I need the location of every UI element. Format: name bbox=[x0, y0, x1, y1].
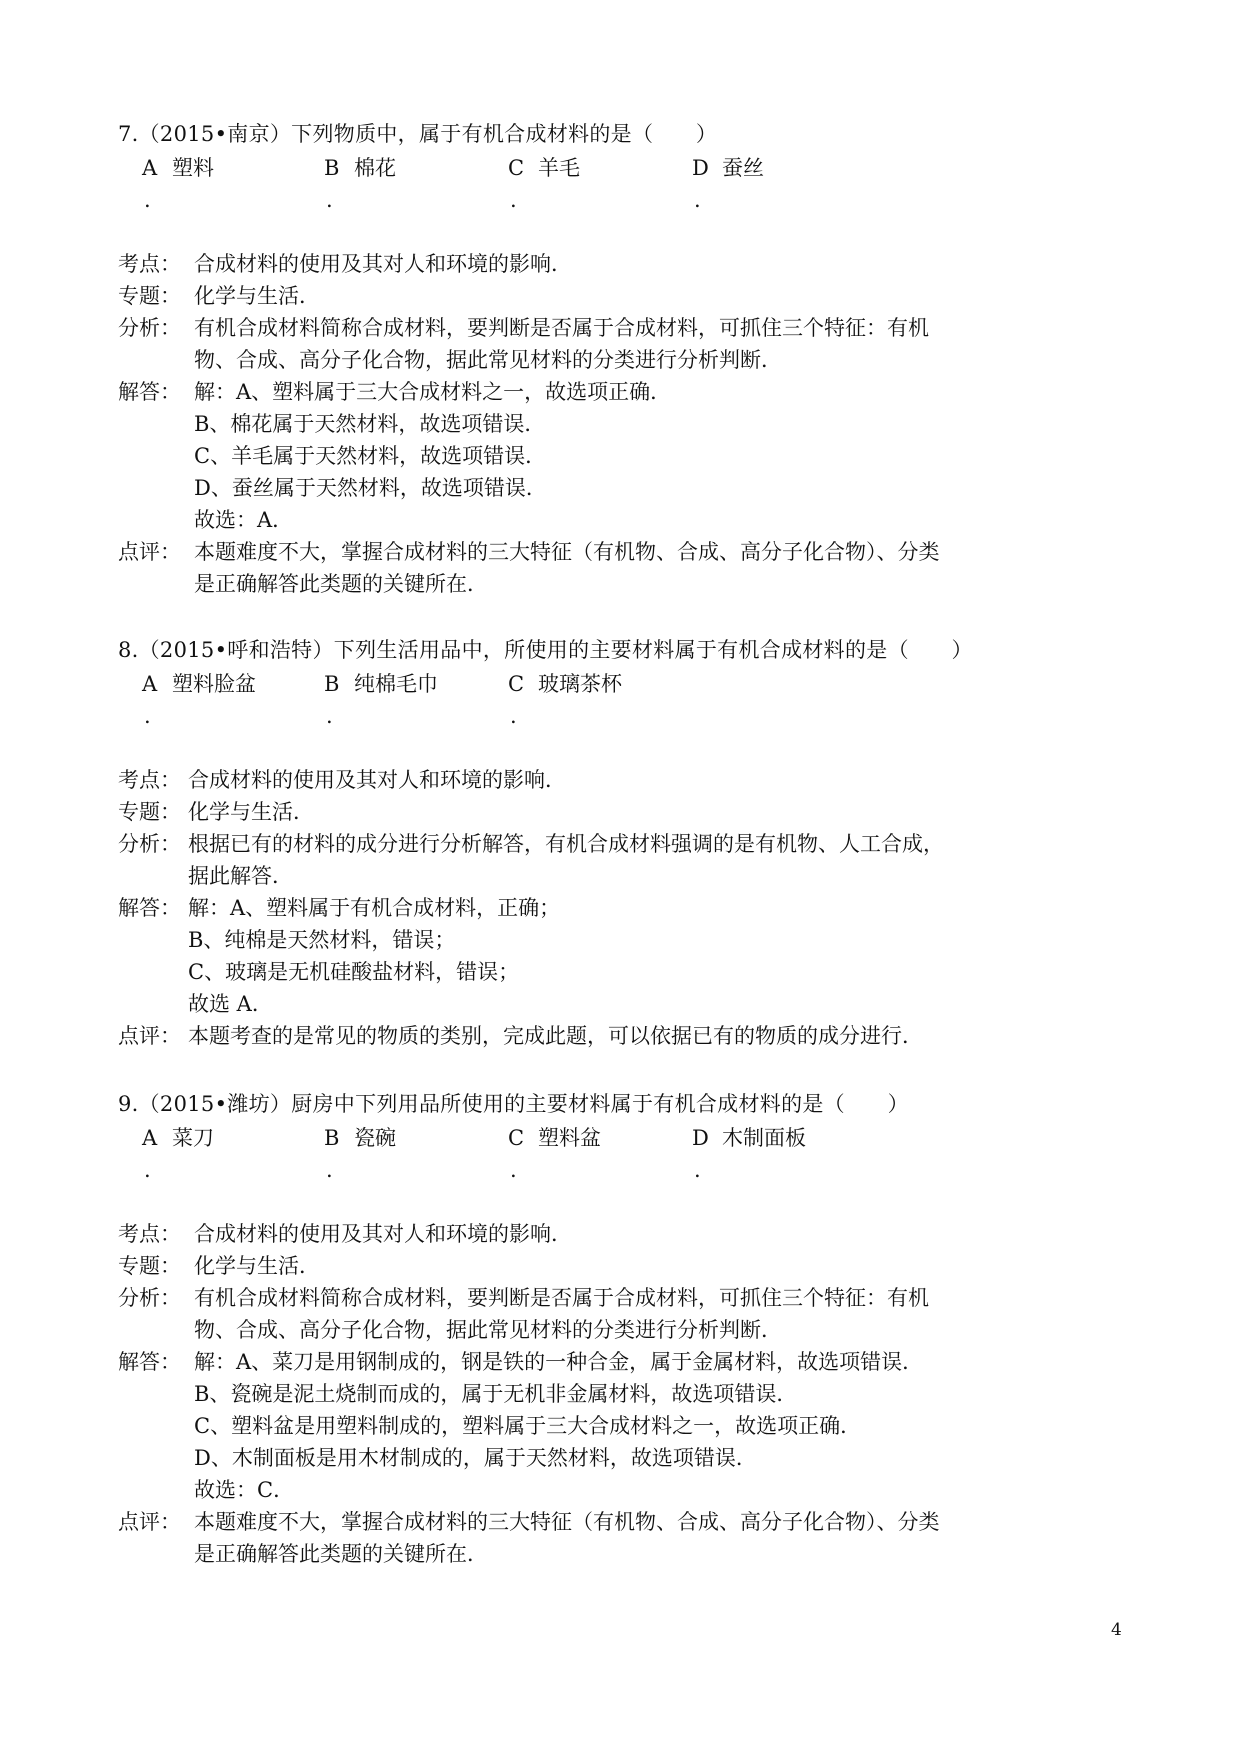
dianping-label: 点评： bbox=[118, 1510, 181, 1534]
option-text: 羊毛 bbox=[538, 156, 580, 180]
q7-option-c-dot: . bbox=[510, 188, 517, 212]
q7-option-d-dot: . bbox=[694, 188, 701, 212]
q9-dianping bbox=[118, 1506, 940, 1538]
option-letter: A bbox=[142, 1126, 158, 1150]
option-text: 蚕丝 bbox=[722, 156, 764, 180]
kaodian-label: 考点： bbox=[118, 1222, 181, 1246]
dianping-label: 点评： bbox=[118, 540, 181, 564]
q7-jieda-line5: 故选：A． bbox=[194, 508, 294, 532]
q7-dianping-cont: 是正确解答此类题的关键所在． bbox=[194, 572, 488, 596]
q9-dianping-cont: 是正确解答此类题的关键所在． bbox=[194, 1542, 488, 1566]
jieda-label: 解答： bbox=[118, 380, 181, 404]
zhuanti-label: 专题： bbox=[118, 800, 181, 824]
fenxi-label: 分析： bbox=[118, 316, 181, 340]
q7-fenxi-cont: 物、合成、高分子化合物，据此常见材料的分类进行分析判断． bbox=[194, 348, 782, 372]
option-text: 塑料脸盆 bbox=[172, 672, 256, 696]
q9-option-c-dot: . bbox=[510, 1158, 517, 1182]
q8-fenxi bbox=[118, 828, 944, 860]
option-letter: B bbox=[324, 672, 340, 696]
q9-stem: 9.（2015•潍坊）厨房中下列用品所使用的主要材料属于有机合成材料的是（ ） bbox=[118, 1092, 909, 1116]
q9-option-a-dot: . bbox=[144, 1158, 151, 1182]
q7-option-b-dot: . bbox=[326, 188, 333, 212]
fenxi-text: 根据已有的材料的成分进行分析解答，有机合成材料强调的是有机物、人工合成， bbox=[188, 832, 944, 856]
q8-dianping bbox=[118, 1020, 923, 1052]
fenxi-label: 分析： bbox=[118, 832, 181, 856]
option-letter: A bbox=[142, 672, 158, 696]
option-text: 菜刀 bbox=[172, 1126, 214, 1150]
q8-option-a-dot: . bbox=[144, 704, 151, 728]
page-number: 4 bbox=[1111, 1620, 1122, 1640]
q7-option-b bbox=[324, 152, 396, 182]
q9-option-d-dot: . bbox=[694, 1158, 701, 1182]
q9-jieda-line4: D、木制面板是用木材制成的，属于天然材料，故选项错误． bbox=[194, 1446, 757, 1470]
option-letter: C bbox=[508, 1126, 525, 1150]
kaodian-text: 合成材料的使用及其对人和环境的影响． bbox=[188, 768, 566, 792]
q8-jieda-line2: B、纯棉是天然材料，错误； bbox=[188, 928, 456, 952]
jieda-text: 解：A、塑料属于有机合成材料，正确； bbox=[188, 896, 561, 920]
q7-option-a-dot: . bbox=[144, 188, 151, 212]
option-letter: A bbox=[142, 156, 158, 180]
q8-fenxi-cont: 据此解答． bbox=[188, 864, 293, 888]
fenxi-text: 有机合成材料简称合成材料，要判断是否属于合成材料，可抓住三个特征：有机 bbox=[194, 1286, 929, 1310]
kaodian-label: 考点： bbox=[118, 768, 181, 792]
q9-option-c bbox=[508, 1122, 601, 1152]
option-text: 瓷碗 bbox=[354, 1126, 396, 1150]
q8-jieda-line3: C、玻璃是无机硅酸盐材料，错误； bbox=[188, 960, 520, 984]
zhuanti-label: 专题： bbox=[118, 284, 181, 308]
kaodian-text: 合成材料的使用及其对人和环境的影响． bbox=[194, 1222, 572, 1246]
q9-jieda-line5: 故选：C． bbox=[194, 1478, 295, 1502]
q7-jieda-line3: C、羊毛属于天然材料，故选项错误． bbox=[194, 444, 547, 468]
option-text: 纯棉毛巾 bbox=[354, 672, 438, 696]
option-letter: D bbox=[692, 156, 709, 180]
q7-jieda-line2: B、棉花属于天然材料，故选项错误． bbox=[194, 412, 546, 436]
q7-jieda bbox=[118, 376, 671, 408]
option-text: 棉花 bbox=[354, 156, 396, 180]
q9-fenxi bbox=[118, 1282, 929, 1314]
option-text: 塑料 bbox=[172, 156, 214, 180]
kaodian-label: 考点： bbox=[118, 252, 181, 276]
q7-fenxi bbox=[118, 312, 929, 344]
q7-kaodian bbox=[118, 248, 572, 280]
q7-option-a bbox=[142, 152, 214, 182]
q8-option-a bbox=[142, 668, 256, 698]
fenxi-label: 分析： bbox=[118, 1286, 181, 1310]
q7-jieda-line4: D、蚕丝属于天然材料，故选项错误． bbox=[194, 476, 547, 500]
q9-option-b-dot: . bbox=[326, 1158, 333, 1182]
q9-option-b bbox=[324, 1122, 396, 1152]
zhuanti-text: 化学与生活． bbox=[188, 800, 314, 824]
dianping-text: 本题难度不大，掌握合成材料的三大特征（有机物、合成、高分子化合物）、分类 bbox=[194, 1510, 940, 1534]
q7-option-d bbox=[692, 152, 764, 182]
dianping-label: 点评： bbox=[118, 1024, 181, 1048]
q8-kaodian bbox=[118, 764, 566, 796]
option-letter: B bbox=[324, 1126, 340, 1150]
dianping-text: 本题考查的是常见的物质的类别，完成此题，可以依据已有的物质的成分进行． bbox=[188, 1024, 923, 1048]
option-letter: D bbox=[692, 1126, 709, 1150]
q9-jieda bbox=[118, 1346, 923, 1378]
q8-stem: 8.（2015•呼和浩特）下列生活用品中，所使用的主要材料属于有机合成材料的是（ ） bbox=[118, 638, 973, 662]
q8-jieda bbox=[118, 892, 560, 924]
zhuanti-label: 专题： bbox=[118, 1254, 181, 1278]
zhuanti-text: 化学与生活． bbox=[194, 284, 320, 308]
q9-option-a bbox=[142, 1122, 214, 1152]
q8-option-b-dot: . bbox=[326, 704, 333, 728]
q9-jieda-line2: B、瓷碗是泥土烧制而成的，属于无机非金属材料，故选项错误． bbox=[194, 1382, 798, 1406]
fenxi-text: 有机合成材料简称合成材料，要判断是否属于合成材料，可抓住三个特征：有机 bbox=[194, 316, 929, 340]
option-letter: B bbox=[324, 156, 340, 180]
q9-jieda-line3: C、塑料盆是用塑料制成的，塑料属于三大合成材料之一，故选项正确． bbox=[194, 1414, 862, 1438]
q7-dianping bbox=[118, 536, 940, 568]
option-text: 玻璃茶杯 bbox=[538, 672, 622, 696]
jieda-label: 解答： bbox=[118, 896, 181, 920]
jieda-text: 解：A、菜刀是用钢制成的，钢是铁的一种合金，属于金属材料，故选项错误． bbox=[194, 1350, 924, 1374]
q8-zhuanti bbox=[118, 796, 314, 828]
q7-zhuanti bbox=[118, 280, 320, 312]
kaodian-text: 合成材料的使用及其对人和环境的影响． bbox=[194, 252, 572, 276]
q8-option-c bbox=[508, 668, 622, 698]
option-text: 塑料盆 bbox=[538, 1126, 601, 1150]
q7-stem: 7.（2015•南京）下列物质中，属于有机合成材料的是（ ） bbox=[118, 122, 718, 146]
q9-option-d bbox=[692, 1122, 806, 1152]
q7-option-c bbox=[508, 152, 580, 182]
q8-option-b bbox=[324, 668, 438, 698]
option-text: 木制面板 bbox=[722, 1126, 806, 1150]
q9-zhuanti bbox=[118, 1250, 320, 1282]
zhuanti-text: 化学与生活． bbox=[194, 1254, 320, 1278]
q9-kaodian bbox=[118, 1218, 572, 1250]
q8-option-c-dot: . bbox=[510, 704, 517, 728]
option-letter: C bbox=[508, 672, 525, 696]
option-letter: C bbox=[508, 156, 525, 180]
jieda-text: 解：A、塑料属于三大合成材料之一，故选项正确． bbox=[194, 380, 672, 404]
q8-jieda-line4: 故选 A． bbox=[188, 992, 273, 1016]
dianping-text: 本题难度不大，掌握合成材料的三大特征（有机物、合成、高分子化合物）、分类 bbox=[194, 540, 940, 564]
jieda-label: 解答： bbox=[118, 1350, 181, 1374]
q9-fenxi-cont: 物、合成、高分子化合物，据此常见材料的分类进行分析判断． bbox=[194, 1318, 782, 1342]
